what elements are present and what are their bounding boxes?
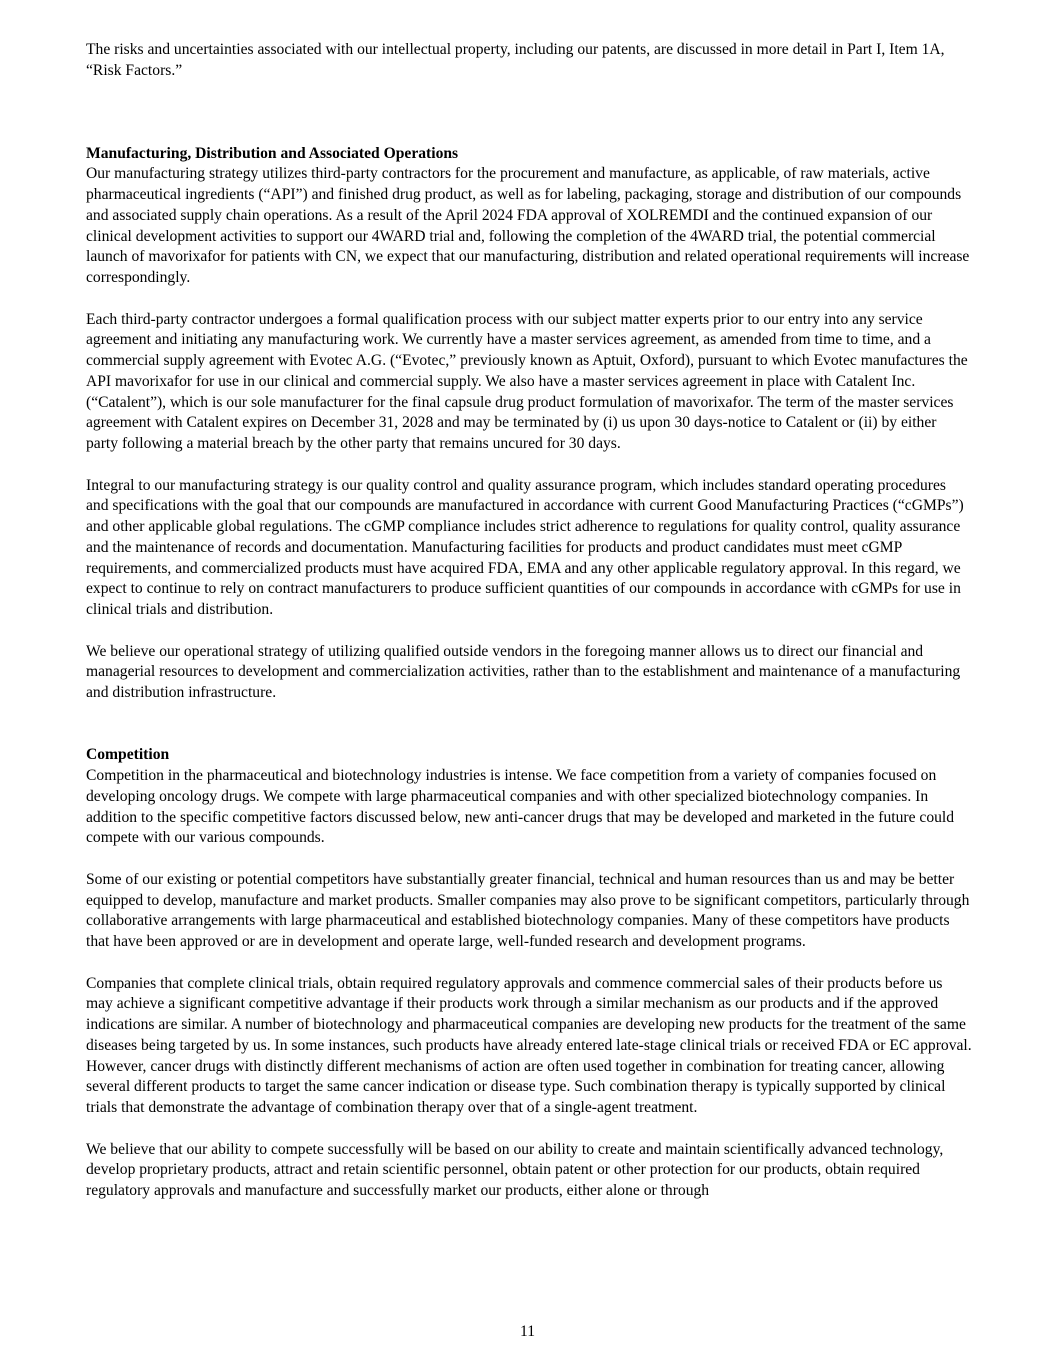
manufacturing-paragraph-4: We believe our operational strategy of utilizing qualified outside vendors in the foregoing manner allows us to direct our financial and managerial resources to development and commercialization activities, rather than to the establishment and maintenance of a manufacturing and distribution infrastructure. <box>86 642 961 701</box>
manufacturing-paragraph-3: Integral to our manufacturing strategy is our quality control and quality assurance program, which includes standard operating procedures and specifications with the goal that our compounds are manufactured in accordance with current Good Manufacturing Practices (“cGMPs”) and other applicable global regulations. The cGMP compliance includes strict adherence to regulations for quality control, quality assurance and the maintenance of records and documentation. Manufacturing facilities for products and product candidates must meet cGMP requirements, and commercialized products must have acquired FDA, EMA and any other applicable regulatory approval. In this regard, we expect to continue to rely on contract manufacturers to produce sufficient quantities of our compounds in accordance with cGMPs for use in clinical trials and distribution. <box>86 476 964 618</box>
competition-paragraph-2: Some of our existing or potential competitors have substantially greater financial, technical and human resources than us and may be better equipped to develop, manufacture and market products. Smaller companies may also prove to be significant competitors, particularly through collaborative arrangements with large pharmaceutical and established biotechnology companies. Many of these competitors have products that have been approved or are in development and operate large, well-funded research and development programs. <box>86 870 970 950</box>
intro-paragraph: The risks and uncertainties associated with our intellectual property, including our patents, are discussed in more detail in Part I, Item 1A, “Risk Factors.” <box>86 41 945 79</box>
manufacturing-heading: Manufacturing, Distribution and Associated Operations <box>86 144 459 162</box>
competition-heading: Competition <box>86 746 170 764</box>
competition-paragraph-1: Competition in the pharmaceutical and biotechnology industries is intense. We face competition from a variety of companies focused on developing oncology drugs. We compete with large pharmaceutical companies and with other specialized biotechnology companies. In addition to the specific competitive factors discussed below, new anti-cancer drugs that may be developed and marketed in the future could compete with our various compounds. <box>86 767 955 847</box>
document-page <box>86 40 972 1202</box>
manufacturing-paragraph-1: Our manufacturing strategy utilizes third-party contractors for the procurement and manufacture, as applicable, of raw materials, active pharmaceutical ingredients (“API”) and finished drug product, as well as for labeling, packaging, storage and distribution of our compounds and associated supply chain operations. As a result of the April 2024 FDA approval of XOLREMDI and the continued expansion of our clinical development activities to support our 4WARD trial and, following the completion of the 4WARD trial, the potential commercial launch of mavorixafor for patients with CN, we expect that our manufacturing, distribution and related operational requirements will increase correspondingly. <box>86 165 970 286</box>
page-number: 11 <box>519 1323 535 1340</box>
competition-paragraph-4: We believe that our ability to compete successfully will be based on our ability to create and maintain scientifically advanced technology, develop proprietary products, attract and retain scientific personnel, obtain patent or other protection for our products, obtain required regulatory approvals and manufacture and successfully market our products, either alone or through <box>86 1140 944 1199</box>
competition-paragraph-3: Companies that complete clinical trials, obtain required regulatory approvals and commence commercial sales of their products before us may achieve a significant competitive advantage if their products work through a similar mechanism as our products and if the approved indications are similar. A number of biotechnology and pharmaceutical companies are developing new products for the treatment of the same diseases being targeted by us. In some instances, such products have already entered late-stage clinical trials or received FDA or EC approval. However, cancer drugs with distinctly different mechanisms of action are often used together in combination for treating cancer, allowing several different products to target the same cancer indication or disease type. Such combination therapy is typically supported by clinical trials that demonstrate the advantage of combination therapy over that of a single-agent treatment. <box>86 974 972 1116</box>
manufacturing-paragraph-2: Each third-party contractor undergoes a formal qualification process with our subject matter experts prior to our entry into any service agreement and initiating any manufacturing work. We currently have a master services agreement, as amended from time to time, and a commercial supply agreement with Evotec A.G. (“Evotec,” previously known as Aptuit, Oxford), pursuant to which Evotec manufactures the API mavorixafor for use in our clinical and commercial supply. We also have a master services agreement in place with Catalent Inc. (“Catalent”), which is our sole manufacturer for the final capsule drug product formulation of mavorixafor. The term of the master services agreement with Catalent expires on December 31, 2028 and may be terminated by (i) us upon 30 days-notice to Catalent or (ii) by either party following a material breach by the other party that remains uncured for 30 days. <box>86 310 968 452</box>
